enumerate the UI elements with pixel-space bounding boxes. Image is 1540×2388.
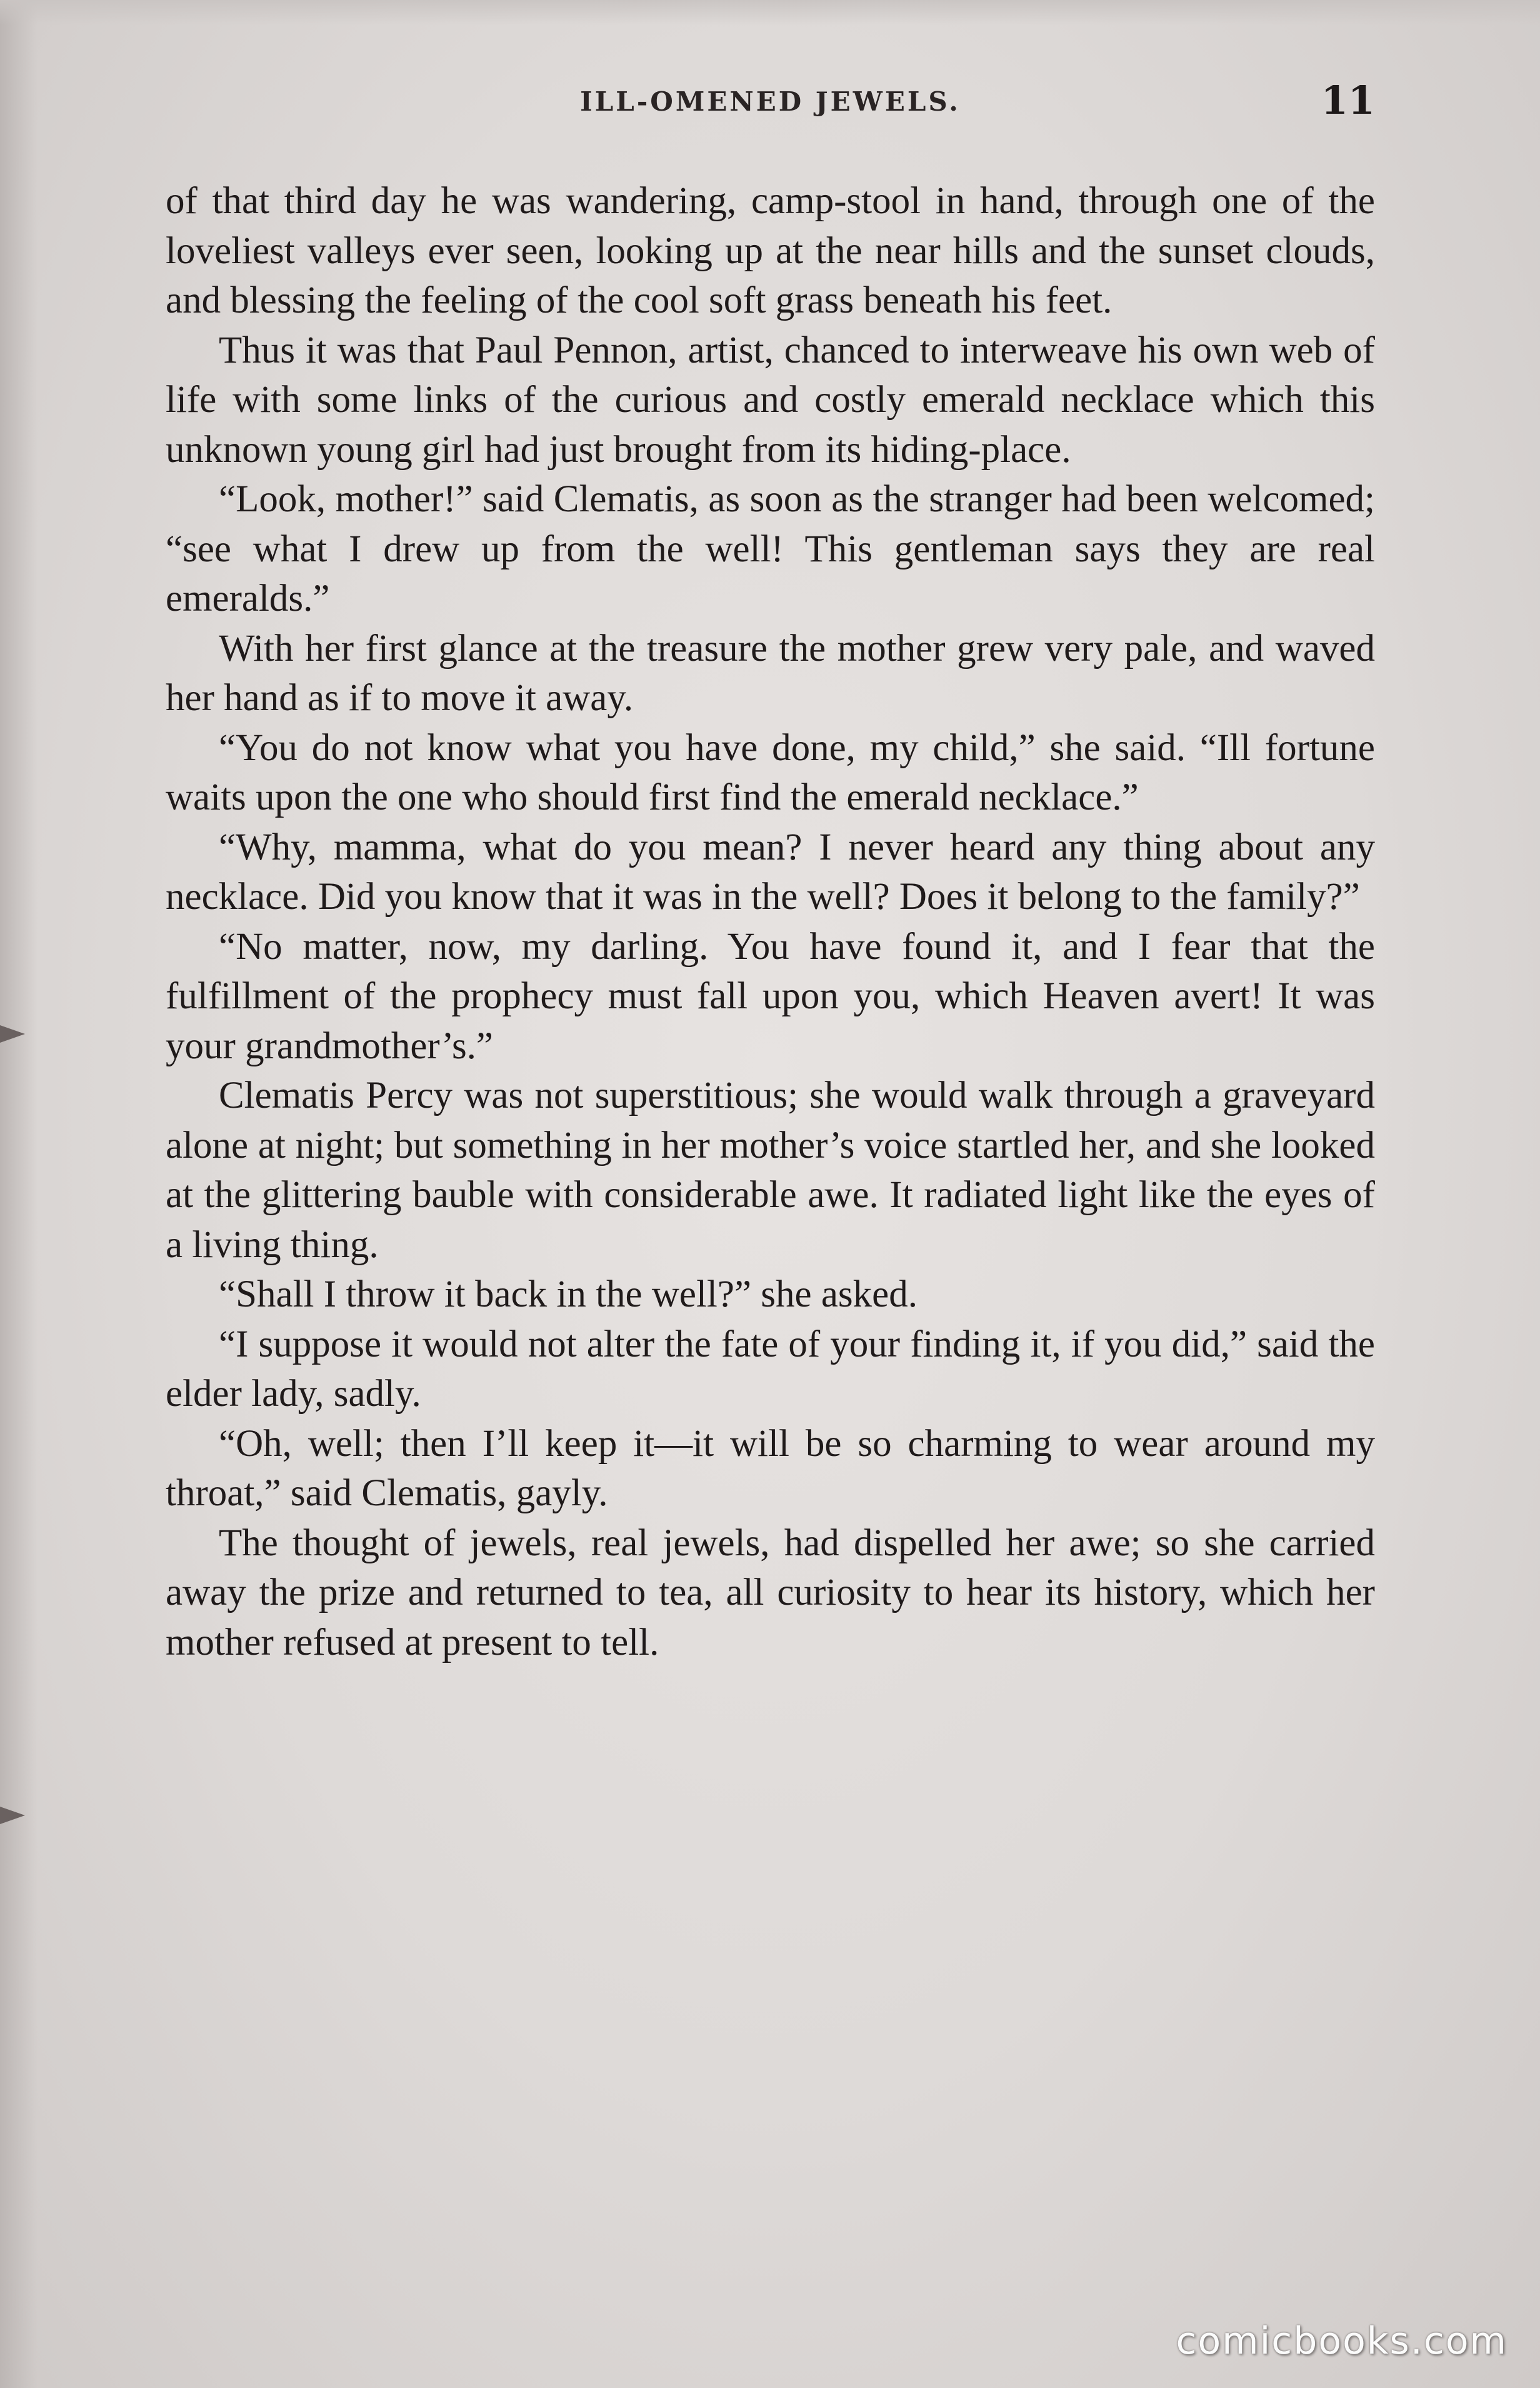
page-top-shadow <box>0 0 1540 25</box>
paragraph: Clematis Percy was not superstitious; she would walk through a graveyard alone at night; but something in her mother’s voice startled her, and she looked at the glittering bauble with considerable awe. It radiated light like the eyes of a living thing. <box>166 1075 1375 1266</box>
left-edge-mark <box>0 1807 25 1824</box>
paragraph: Thus it was that Paul Pennon, artist, chanced to interweave his own web of life with some links of the curious and costly emerald necklace which this unknown young girl had just brought from its hiding-place. <box>166 329 1375 471</box>
paragraph: of that third day he was wandering, camp-stool in hand, through one of the loveliest valleys ever seen, looking up at the near hills and the sunset clouds, and blessing the feeling of the cool soft grass beneath his feet. <box>166 180 1375 321</box>
paragraph: “Look, mother!” said Clematis, as soon as the stranger had been welcomed; “see what I drew up from the well! This gentleman says they are real emeralds.” <box>166 478 1375 620</box>
page-header <box>166 80 1375 130</box>
paragraph: “Shall I throw it back in the well?” she asked. <box>219 1273 918 1315</box>
paragraph: “Oh, well; then I’ll keep it—it will be so charming to wear around my throat,” said Clematis, gayly. <box>166 1422 1375 1514</box>
paragraph: “I suppose it would not alter the fate of your finding it, if you did,” said the elder lady, sadly. <box>166 1323 1375 1415</box>
paragraph: The thought of jewels, real jewels, had dispelled her awe; so she carried away the prize and returned to tea, all curiosity to hear its history, which her mother refused at present to tell. <box>166 1522 1375 1663</box>
page-edge-shadow <box>0 0 38 2388</box>
body-text <box>166 176 1375 1667</box>
running-head: ILL-OMENED JEWELS. <box>580 86 961 117</box>
paragraph: “You do not know what you have done, my child,” she said. “Ill fortune waits upon the one who should first find the emerald necklace.” <box>166 726 1375 818</box>
paragraph: “No matter, now, my darling. You have found it, and I fear that the fulfillment of the prophecy must fall upon you, which Heaven avert! It was your grandmother’s.” <box>166 925 1375 1067</box>
page-number: 11 <box>1321 78 1375 123</box>
left-edge-mark <box>0 1025 25 1043</box>
paragraph: “Why, mamma, what do you mean? I never heard any thing about any necklace. Did you know that it was in the well? Does it belong to the family?” <box>166 826 1375 918</box>
paragraph: With her first glance at the treasure the mother grew very pale, and waved her hand as if to move it away. <box>166 627 1375 719</box>
watermark: comicbooks.com <box>1176 2319 1508 2363</box>
